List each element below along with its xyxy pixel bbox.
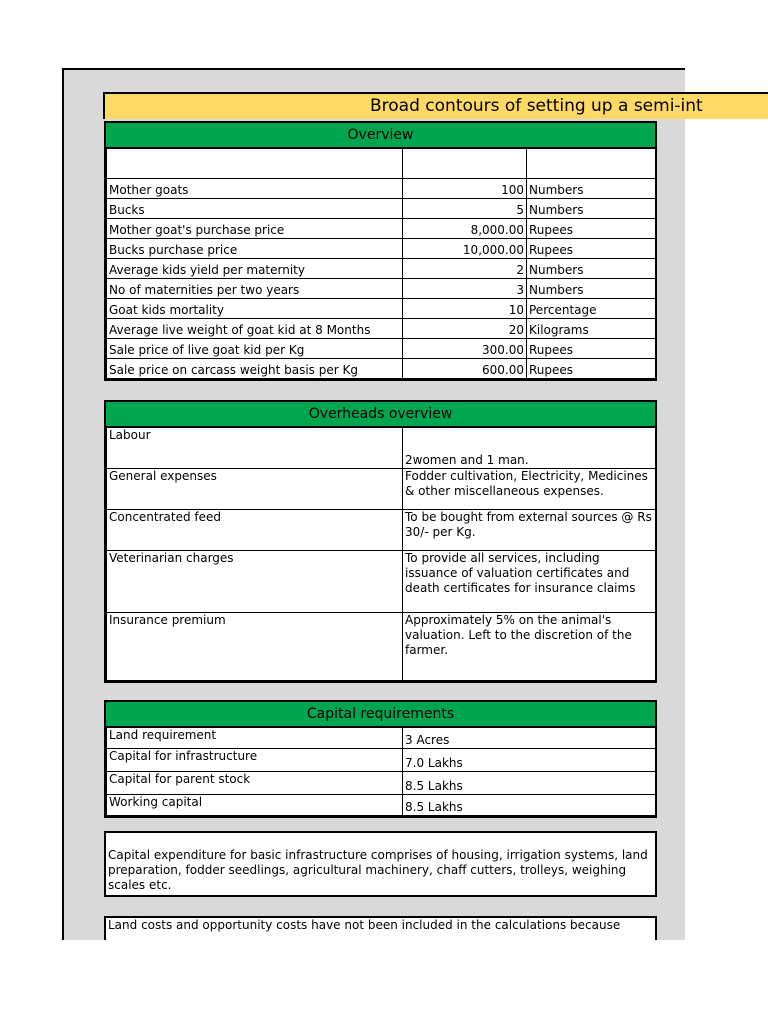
overview-unit-cell: Kilograms	[527, 319, 656, 339]
overview-unit-cell: Numbers	[527, 199, 656, 219]
overview-value-cell: 300.00	[403, 339, 527, 359]
table-row	[107, 510, 656, 551]
table-row	[107, 299, 656, 319]
capital-value-cell: 3 Acres	[403, 728, 656, 749]
table-row	[107, 319, 656, 339]
overview-label-cell: No of maternities per two years	[107, 279, 403, 299]
table-row	[107, 428, 656, 469]
table-row	[107, 339, 656, 359]
overview-label-cell: Average live weight of goat kid at 8 Months	[107, 319, 403, 339]
table-row	[107, 179, 656, 199]
overview-label-cell: Bucks	[107, 199, 403, 219]
overheads-label-cell: General expenses	[107, 469, 403, 510]
overheads-value-cell: 2women and 1 man.	[403, 428, 656, 469]
overview-unit-cell: Numbers	[527, 179, 656, 199]
overview-label-cell: Mother goat's purchase price	[107, 219, 403, 239]
overheads-label-cell: Insurance premium	[107, 613, 403, 681]
note-text: Land costs and opportunity costs have not been included in the calculations because	[108, 918, 621, 932]
overview-unit-cell: Rupees	[527, 219, 656, 239]
overheads-value-cell: Approximately 5% on the animal's valuation. Left to the discretion of the farmer.	[403, 613, 656, 681]
overview-value-cell: 8,000.00	[403, 219, 527, 239]
overview-unit-cell: Percentage	[527, 299, 656, 319]
note-text: Capital expenditure for basic infrastructure comprises of housing, irrigation systems, land preparation, fodder seedlings, agricultural machinery, chaff cutters, trolleys, weighing scales etc.	[108, 848, 648, 892]
overheads-table	[106, 427, 656, 681]
overheads-label-cell: Concentrated feed	[107, 510, 403, 551]
capital-label-cell: Capital for parent stock	[107, 772, 403, 795]
capital-label-cell: Capital for infrastructure	[107, 749, 403, 772]
capital-value-cell: 8.5 Lakhs	[403, 772, 656, 795]
overheads-label-cell: Veterinarian charges	[107, 551, 403, 613]
overview-label-cell: Sale price on carcass weight basis per Kg	[107, 359, 403, 379]
overview-unit-cell: Rupees	[527, 339, 656, 359]
overview-header: Overview	[106, 123, 655, 148]
overview-spacer-row	[107, 149, 656, 179]
table-row	[107, 795, 656, 816]
table-row	[107, 749, 656, 772]
overview-value-cell: 2	[403, 259, 527, 279]
capital-label-cell: Land requirement	[107, 728, 403, 749]
overview-value-cell: 20	[403, 319, 527, 339]
overview-label-cell: Bucks purchase price	[107, 239, 403, 259]
overheads-value-cell: To be bought from external sources @ Rs 30/- per Kg.	[403, 510, 656, 551]
note-capital-expenditure	[104, 831, 657, 897]
note-land-costs	[104, 916, 657, 940]
spreadsheet-area	[62, 68, 685, 940]
table-row	[107, 469, 656, 510]
overheads-section	[104, 400, 657, 683]
table-row	[107, 613, 656, 681]
table-row	[107, 551, 656, 613]
overview-value-cell: 10,000.00	[403, 239, 527, 259]
table-row	[107, 728, 656, 749]
overview-label-cell: Goat kids mortality	[107, 299, 403, 319]
overview-unit-cell: Numbers	[527, 259, 656, 279]
overview-section	[104, 121, 657, 381]
table-row	[107, 239, 656, 259]
table-row	[107, 219, 656, 239]
overview-value-cell: 100	[403, 179, 527, 199]
overview-value-cell: 3	[403, 279, 527, 299]
overview-label-cell: Average kids yield per maternity	[107, 259, 403, 279]
overview-table	[106, 148, 656, 379]
overview-unit-cell: Numbers	[527, 279, 656, 299]
overview-unit-cell: Rupees	[527, 359, 656, 379]
overview-label-cell: Mother goats	[107, 179, 403, 199]
capital-header: Capital requirements	[106, 702, 655, 727]
table-row	[107, 199, 656, 219]
table-row	[107, 359, 656, 379]
overview-label-cell: Sale price of live goat kid per Kg	[107, 339, 403, 359]
overheads-header: Overheads overview	[106, 402, 655, 427]
capital-table	[106, 727, 656, 816]
page-title: Broad contours of setting up a semi-int	[370, 96, 703, 116]
overheads-value-cell: To provide all services, including issuance of valuation certificates and death certificates for insurance claims	[403, 551, 656, 613]
capital-section	[104, 700, 657, 818]
overheads-label-cell: Labour	[107, 428, 403, 469]
capital-value-cell: 7.0 Lakhs	[403, 749, 656, 772]
capital-label-cell: Working capital	[107, 795, 403, 816]
overview-value-cell: 600.00	[403, 359, 527, 379]
overview-value-cell: 10	[403, 299, 527, 319]
table-row	[107, 259, 656, 279]
table-row	[107, 772, 656, 795]
capital-value-cell: 8.5 Lakhs	[403, 795, 656, 816]
overheads-value-cell: Fodder cultivation, Electricity, Medicines & other miscellaneous expenses.	[403, 469, 656, 510]
title-bar	[103, 92, 768, 119]
table-row	[107, 279, 656, 299]
overview-unit-cell: Rupees	[527, 239, 656, 259]
overview-value-cell: 5	[403, 199, 527, 219]
